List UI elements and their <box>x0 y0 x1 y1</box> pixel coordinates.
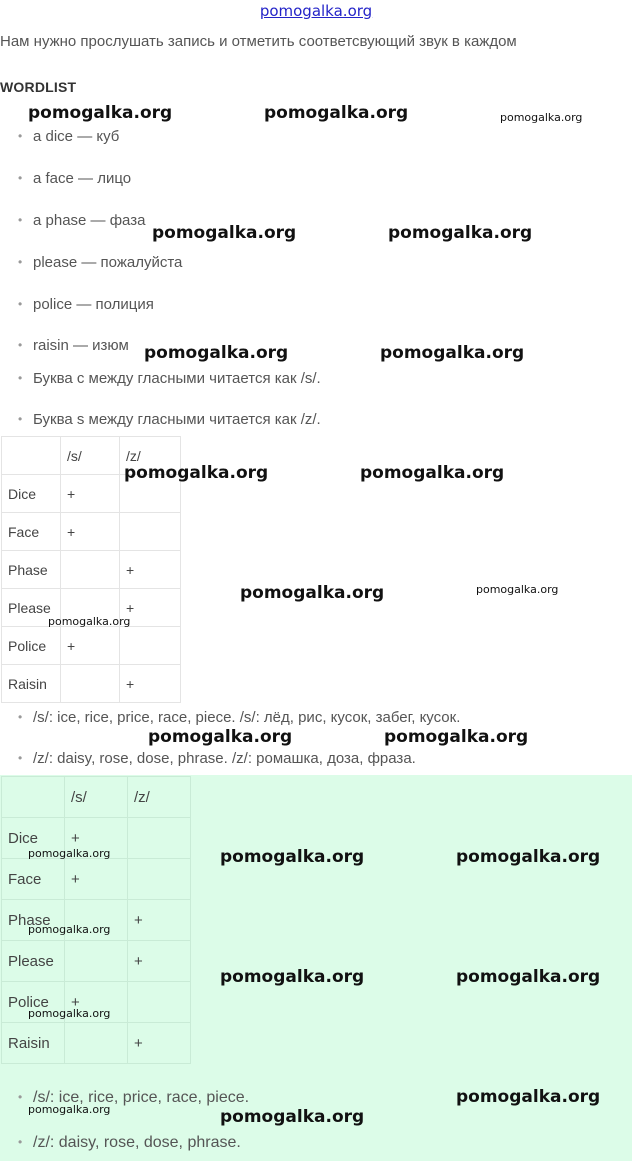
watermark: pomogalka.org <box>500 111 583 124</box>
table-cell <box>120 627 181 665</box>
watermark: pomogalka.org <box>28 847 111 860</box>
table-cell: Dice <box>2 818 65 859</box>
example-item: • /z/: daisy, rose, dose, phrase. /z/: ромашка, доза, фраза. <box>18 750 416 767</box>
table-cell <box>61 665 120 703</box>
wordlist-item: • a dice — куб <box>18 128 119 145</box>
table-cell <box>65 1023 128 1064</box>
table-cell: + <box>61 475 120 513</box>
table-cell: + <box>65 859 128 900</box>
table-cell <box>128 818 191 859</box>
watermark: pomogalka.org <box>360 463 505 483</box>
table-row <box>2 941 191 982</box>
table-cell: + <box>120 551 181 589</box>
table-cell: Police <box>2 627 61 665</box>
watermark: pomogalka.org <box>144 343 289 363</box>
answer-sound-table <box>1 776 191 1064</box>
watermark: pomogalka.org <box>148 727 293 747</box>
table-header-cell: /s/ <box>61 437 120 475</box>
site-title-link[interactable]: pomogalka.org <box>259 2 373 20</box>
table-header-cell: /z/ <box>120 437 181 475</box>
watermark: pomogalka.org <box>380 343 525 363</box>
watermark: pomogalka.org <box>384 727 529 747</box>
table-header-row <box>2 777 191 818</box>
watermark: pomogalka.org <box>476 583 559 596</box>
table-header-cell: /z/ <box>128 777 191 818</box>
watermark: pomogalka.org <box>456 967 601 987</box>
watermark: pomogalka.org <box>220 1107 365 1127</box>
wordlist-item: • please — пожалуйста <box>18 254 182 271</box>
table-cell: Face <box>2 513 61 551</box>
watermark: pomogalka.org <box>48 615 131 628</box>
table-cell: Phase <box>2 900 65 941</box>
wordlist-item: • police — полиция <box>18 296 154 313</box>
example-item: • /s/: ice, rice, price, race, piece. /s/: лёд, рис, кусок, забег, кусок. <box>18 709 460 726</box>
intro-text: Нам нужно прослушать запись и отметить соответсвующий звук в каждом <box>0 33 517 50</box>
watermark: pomogalka.org <box>28 103 173 123</box>
wordlist-item: • raisin — изюм <box>18 337 129 354</box>
table-header-cell <box>2 777 65 818</box>
table-cell <box>120 513 181 551</box>
rule-item: • Буква c между гласными читается как /s/. <box>18 370 321 387</box>
watermark: pomogalka.org <box>240 583 385 603</box>
table-cell <box>128 982 191 1023</box>
table-row <box>2 859 191 900</box>
table-row <box>2 665 181 703</box>
table-cell: Phase <box>2 551 61 589</box>
table-cell: Please <box>2 941 65 982</box>
wordlist-item: • a face — лицо <box>18 170 131 187</box>
table-cell: Please <box>2 589 61 627</box>
watermark: pomogalka.org <box>220 847 365 867</box>
table-row <box>2 551 181 589</box>
watermark: pomogalka.org <box>124 463 269 483</box>
table-header-cell <box>2 437 61 475</box>
table-cell: + <box>128 941 191 982</box>
table-cell: Raisin <box>2 1023 65 1064</box>
watermark: pomogalka.org <box>28 1007 111 1020</box>
table-cell <box>128 859 191 900</box>
watermark: pomogalka.org <box>388 223 533 243</box>
table-cell: + <box>61 513 120 551</box>
watermark: pomogalka.org <box>152 223 297 243</box>
table-cell: Face <box>2 859 65 900</box>
watermark: pomogalka.org <box>264 103 409 123</box>
wordlist-item: • a phase — фаза <box>18 212 145 229</box>
table-header-cell: /s/ <box>65 777 128 818</box>
answer-example-item: • /z/: daisy, rose, dose, phrase. <box>18 1134 241 1152</box>
table-cell <box>65 941 128 982</box>
table-cell <box>61 551 120 589</box>
watermark: pomogalka.org <box>28 923 111 936</box>
table-cell: Raisin <box>2 665 61 703</box>
rule-item: • Буква s между гласными читается как /z/. <box>18 411 321 428</box>
table-cell: + <box>65 982 128 1023</box>
watermark: pomogalka.org <box>220 967 365 987</box>
table-cell: + <box>128 1023 191 1064</box>
watermark: pomogalka.org <box>456 1087 601 1107</box>
table-cell: + <box>65 818 128 859</box>
table-row <box>2 513 181 551</box>
table-cell: + <box>120 589 181 627</box>
table-row <box>2 1023 191 1064</box>
watermark: pomogalka.org <box>28 1103 111 1116</box>
table-cell: Police <box>2 982 65 1023</box>
wordlist-heading: WORDLIST <box>0 79 77 95</box>
table-cell: + <box>120 665 181 703</box>
answer-example-item: • /s/: ice, rice, price, race, piece. <box>18 1089 249 1107</box>
watermark: pomogalka.org <box>456 847 601 867</box>
table-cell: Dice <box>2 475 61 513</box>
table-row <box>2 627 181 665</box>
table-cell: + <box>61 627 120 665</box>
table-cell: + <box>128 900 191 941</box>
